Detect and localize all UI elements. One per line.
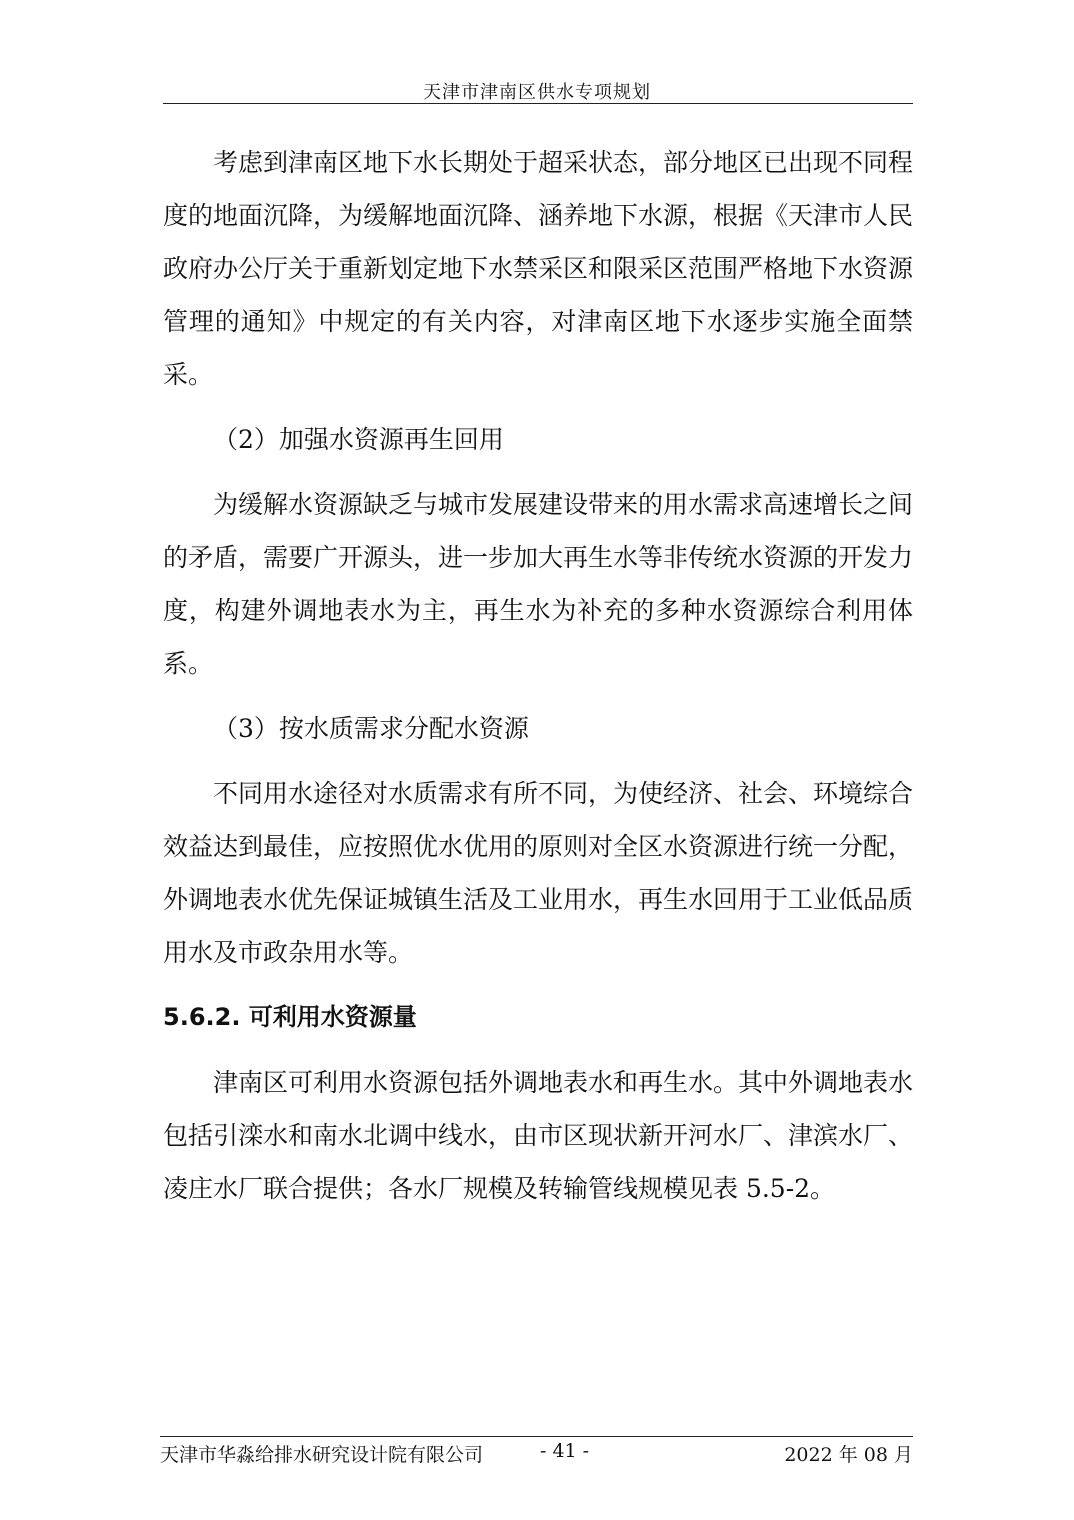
header-divider [163,103,913,104]
subheading-allocation: （3）按水质需求分配水资源 [213,714,529,743]
footer-page-number: - 41 - [540,1440,590,1462]
document-body [163,136,913,1215]
paragraph-allocation: 不同用水途径对水质需求有所不同，为使经济、社会、环境综合效益达到最佳，应按照优水优用的原则对全区水资源进行统一分配，外调地表水优先保证城镇生活及工业用水，再生水回用于工业低品质用水及市政杂用水等。 [163,779,914,967]
footer-company: 天津市华淼给排水研究设计院有限公司 [160,1444,484,1466]
section-heading: 5.6.2. 可利用水资源量 [163,1003,417,1031]
page-footer [160,1440,913,1470]
paragraph-reuse: 为缓解水资源缺乏与城市发展建设带来的用水需求高速增长之间的矛盾，需要广开源头，进一步加大再生水等非传统水资源的开发力度，构建外调地表水为主，再生水为补充的多种水资源综合利用体系。 [163,490,914,678]
paragraph-available-resources: 津南区可利用水资源包括外调地表水和再生水。其中外调地表水包括引滦水和南水北调中线水，由市区现状新开河水厂、津滨水厂、凌庄水厂联合提供；各水厂规模及转输管线规模见表 5.5-2。 [163,1068,914,1203]
footer-divider [160,1436,913,1437]
paragraph-groundwater-ban: 考虑到津南区地下水长期处于超采状态，部分地区已出现不同程度的地面沉降，为缓解地面沉降、涵养地下水源，根据《天津市人民政府办公厅关于重新划定地下水禁采区和限采区范围严格地下水资源管理的通知》中规定的有关内容，对津南区地下水逐步实施全面禁采。 [163,148,914,389]
subheading-reuse: （2）加强水资源再生回用 [213,425,504,454]
footer-date: 2022 年 08 月 [784,1444,913,1466]
page-header-title: 天津市津南区供水专项规划 [423,82,651,103]
